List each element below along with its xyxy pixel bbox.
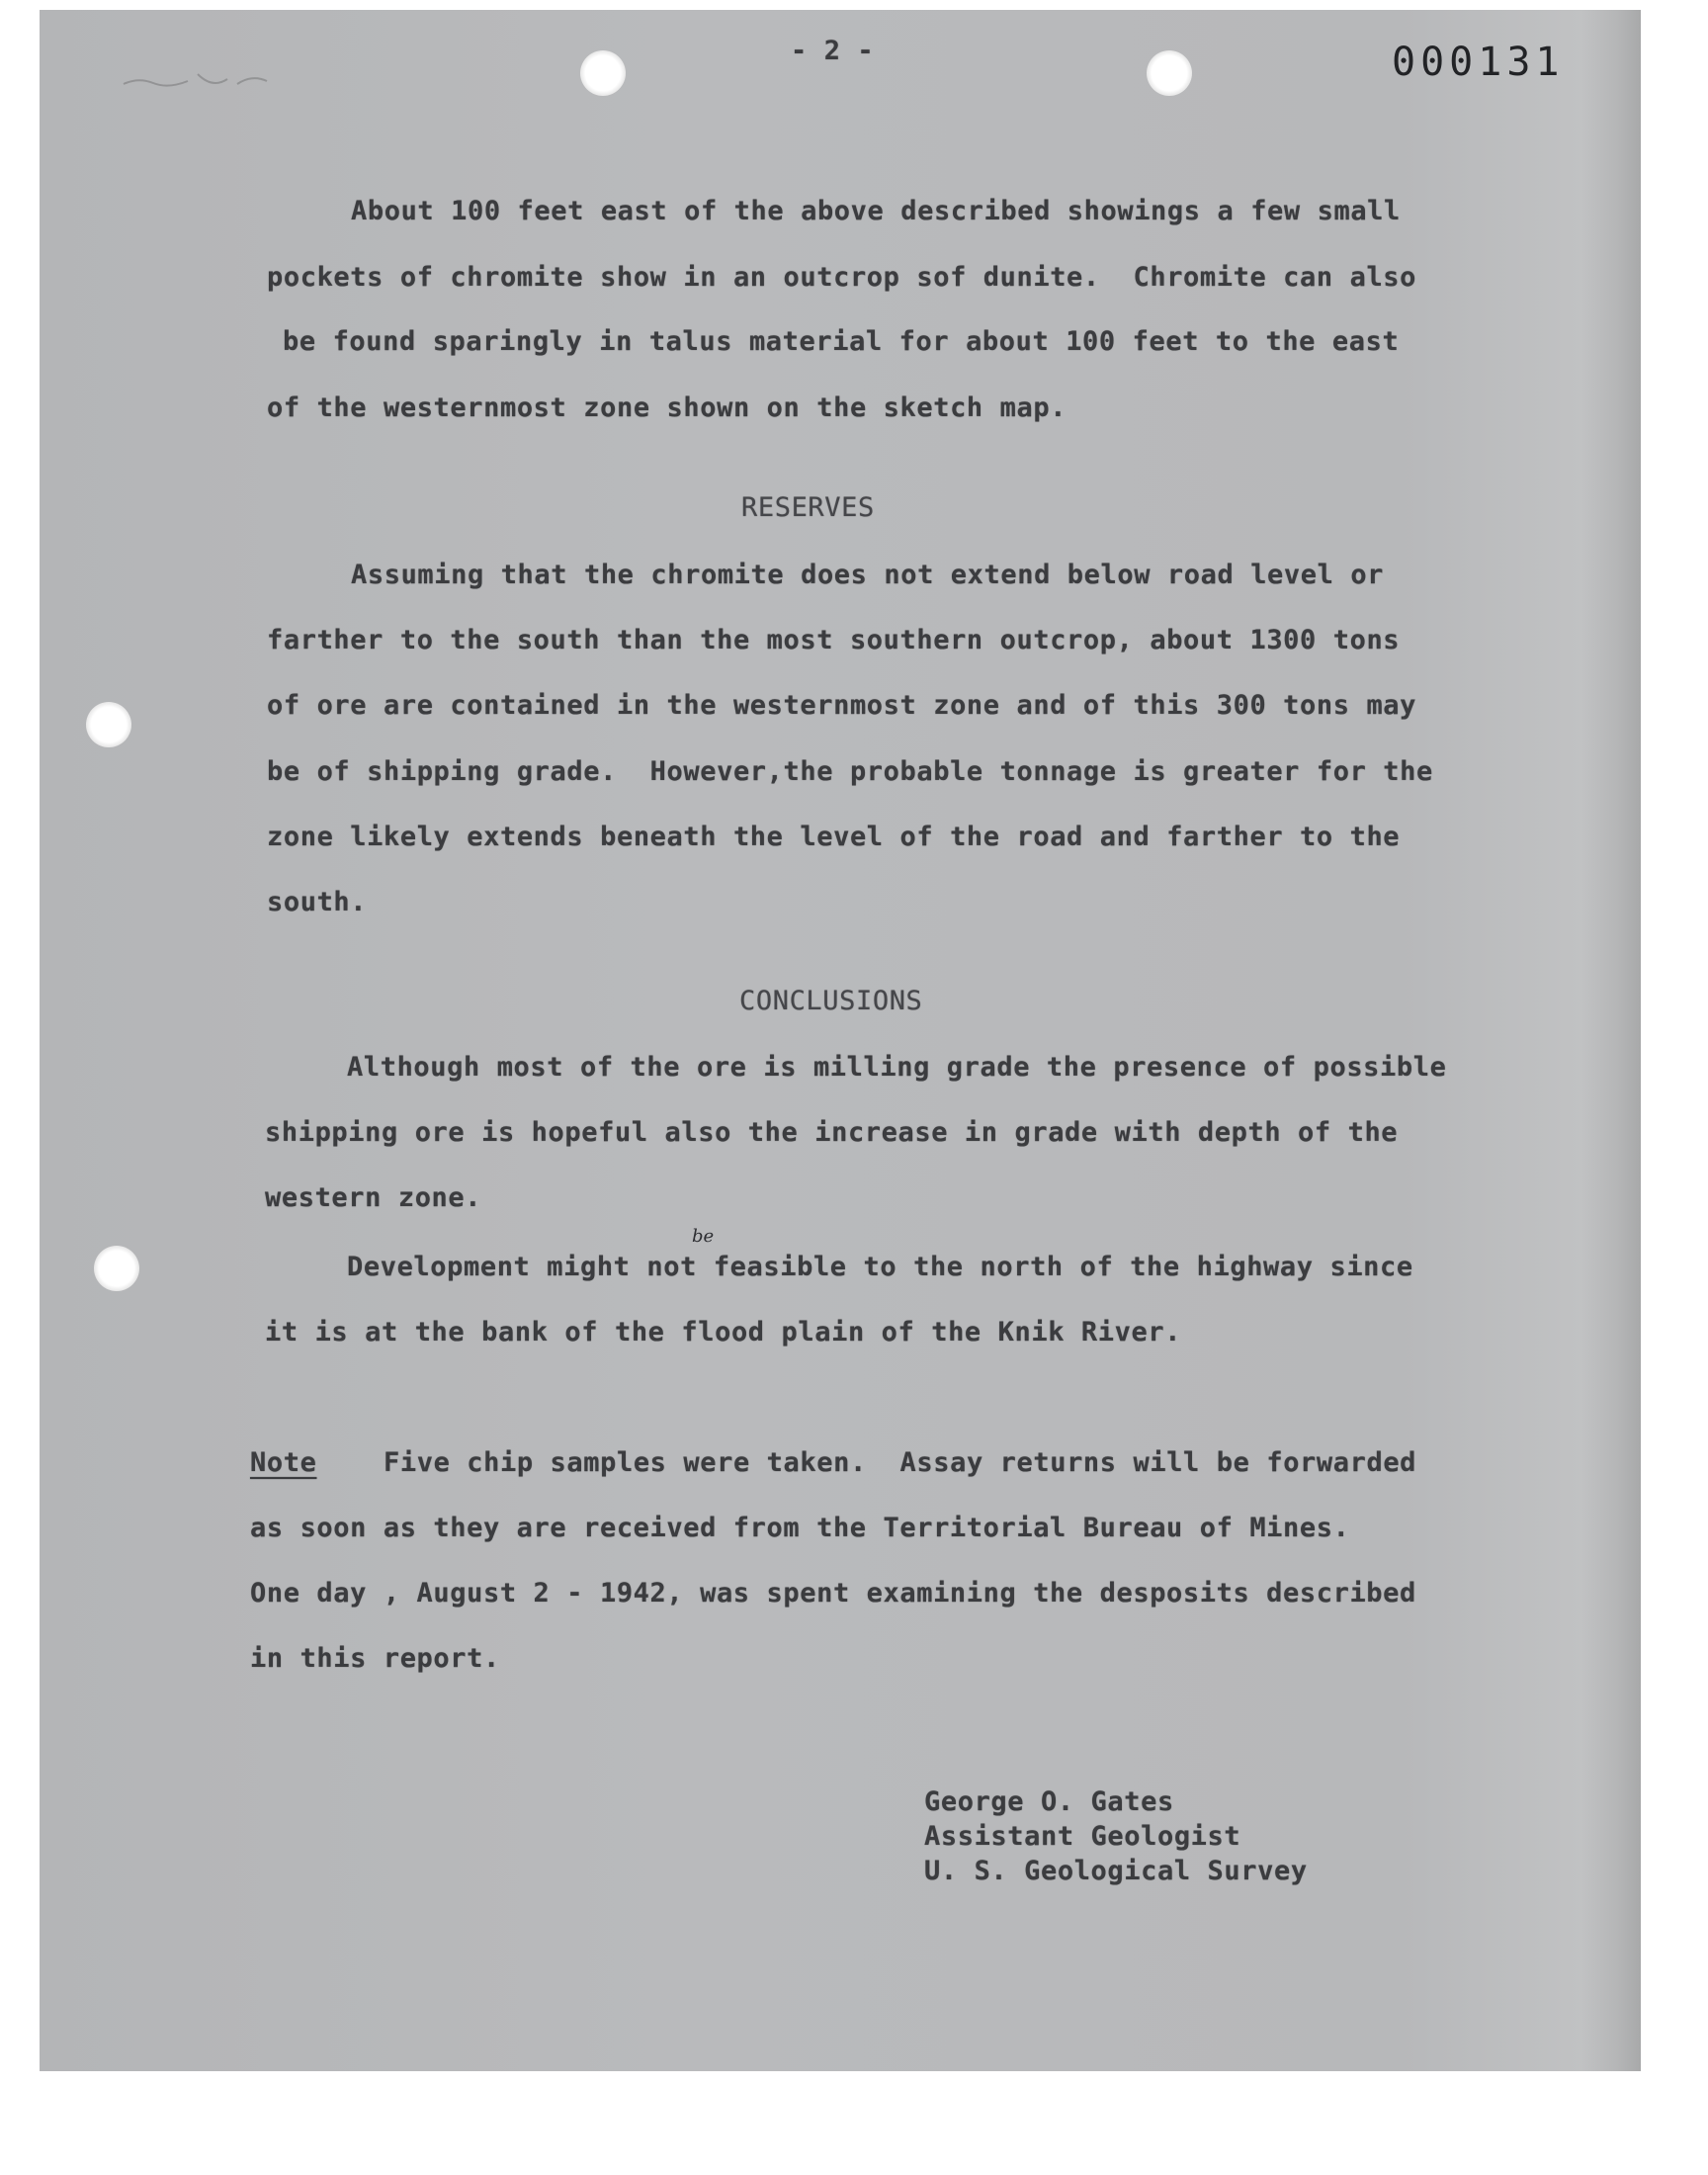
reserves-line: Assuming that the chromite does not extend below road level or [351, 560, 1385, 590]
signature-org: U. S. Geological Survey [924, 1856, 1308, 1886]
punch-hole [94, 1246, 139, 1291]
reserves-line: of ore are contained in the westernmost zone and of this 300 tons may [267, 690, 1417, 721]
punch-hole [1147, 50, 1192, 96]
conclusions-line: shipping ore is hopeful also the increase in grade with depth of the [265, 1117, 1399, 1148]
signature-title: Assistant Geologist [924, 1821, 1241, 1852]
reserves-line: zone likely extends beneath the level of the road and farther to the [267, 822, 1401, 852]
document-number: 000131 [1392, 40, 1565, 85]
signature-name: George O. Gates [924, 1786, 1174, 1817]
reserves-line: farther to the south than the most southern outcrop, about 1300 tons [267, 625, 1401, 655]
reserves-heading: RESERVES [741, 492, 875, 523]
conclusions-line: Although most of the ore is milling grade the presence of possible [347, 1052, 1447, 1083]
intro-line: of the westernmost zone shown on the sketch map. [267, 392, 1068, 423]
reserves-line: be of shipping grade. However,the probable tonnage is greater for the [267, 756, 1433, 787]
note-line: One day , August 2 - 1942, was spent examining the desposits described [250, 1578, 1416, 1609]
conclusions-line: it is at the bank of the flood plain of the Knik River. [265, 1317, 1182, 1348]
intro-line: pockets of chromite show in an outcrop sof dunite. Chromite can also [267, 262, 1417, 293]
conclusions-line: Development might not feasible to the north of the highway since [347, 1252, 1413, 1282]
reserves-line: south. [267, 887, 368, 917]
document-page [40, 10, 1641, 2071]
page-edge-shadow [1581, 10, 1641, 2071]
conclusions-heading: CONCLUSIONS [739, 986, 923, 1016]
note-line: Five chip samples were taken. Assay returns will be forwarded [384, 1447, 1417, 1478]
ink-smudge [119, 59, 277, 99]
note-label: Note [250, 1447, 317, 1478]
note-line: as soon as they are received from the Territorial Bureau of Mines. [250, 1513, 1350, 1543]
page-number: - 2 - [791, 36, 875, 66]
note-line: in this report. [250, 1643, 500, 1674]
intro-line: About 100 feet east of the above described showings a few small [351, 196, 1401, 226]
conclusions-line: western zone. [265, 1182, 482, 1213]
intro-line: be found sparingly in talus material for about 100 feet to the east [283, 326, 1400, 357]
punch-hole [580, 50, 626, 96]
handwritten-insertion: be [692, 1226, 715, 1247]
punch-hole [86, 702, 131, 747]
